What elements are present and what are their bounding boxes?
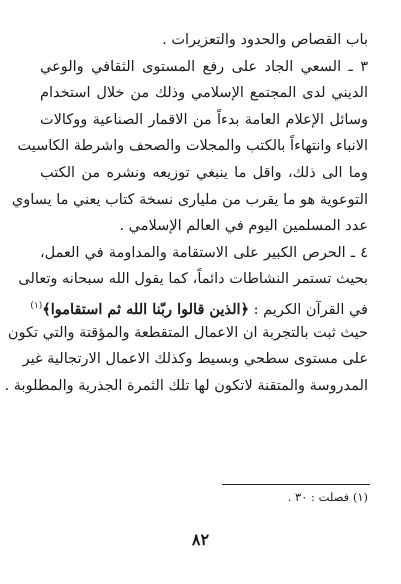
- text-line-12: حيث ثبت بالتجربة ان الاعمال المتقطعة والمؤقتة والتي تكون: [7, 324, 368, 341]
- text-line-5: الانباء وانتهاءاً بالكتب والمجلات والصحف واشرطة الكاسيت: [17, 138, 368, 155]
- text-line-14: المدروسة والمتقنة لاتكون لها تلك الثمرة الجذرية والمطلوبة .: [4, 377, 368, 394]
- text-line-1: باب القصاص والحدود والتعزيرات .: [162, 32, 368, 48]
- text-line-9: ٤ ـ الحرص الكبير على الاستقامة والمداومة في العمل،: [40, 244, 368, 261]
- text-line-4: وسائل الإعلام العامة بدءاً من الاقمار الصناعية ووكالات: [40, 111, 368, 128]
- text-line-2: ٣ ـ السعي الجاد على رفع المستوى الثقافي والوعي: [40, 58, 368, 75]
- text-line-6: وما الى ذلك، واقل ما ينبغي توزيعه ونشره من الكتب: [40, 164, 368, 181]
- quran-verse: ﴿الذين قالوا ربّنا الله ثم استقاموا﴾: [42, 300, 250, 318]
- text-line-3: الديني لدى المجتمع الإسلامي وذلك من خلال استخدام: [40, 85, 368, 102]
- text-line-11: [30, 293, 368, 320]
- quran-intro: في القرآن الكريم :: [253, 301, 368, 318]
- page-number: ٨٢: [191, 530, 210, 549]
- footnote-divider: [222, 484, 370, 485]
- body-text: [4, 27, 368, 399]
- text-line-13: على مستوى سطحي وبسيط وكذلك الاعمال الارتجالية غير: [22, 351, 368, 368]
- text-line-8: عدد المسلمين اليوم في العالم الإسلامي .: [119, 218, 368, 235]
- text-line-7: التوعوية هو ما يقرب من مليارى نسخة كتاب يعني ما يساوي: [11, 191, 368, 208]
- text-line-10: بحيث تستمر النشاطات دائماً، كما يقول الله سبحانه وتعالى: [18, 271, 368, 288]
- footnote: (١) فصلت : ٣٠ .: [287, 490, 368, 504]
- footnote-marker: (١): [30, 300, 43, 311]
